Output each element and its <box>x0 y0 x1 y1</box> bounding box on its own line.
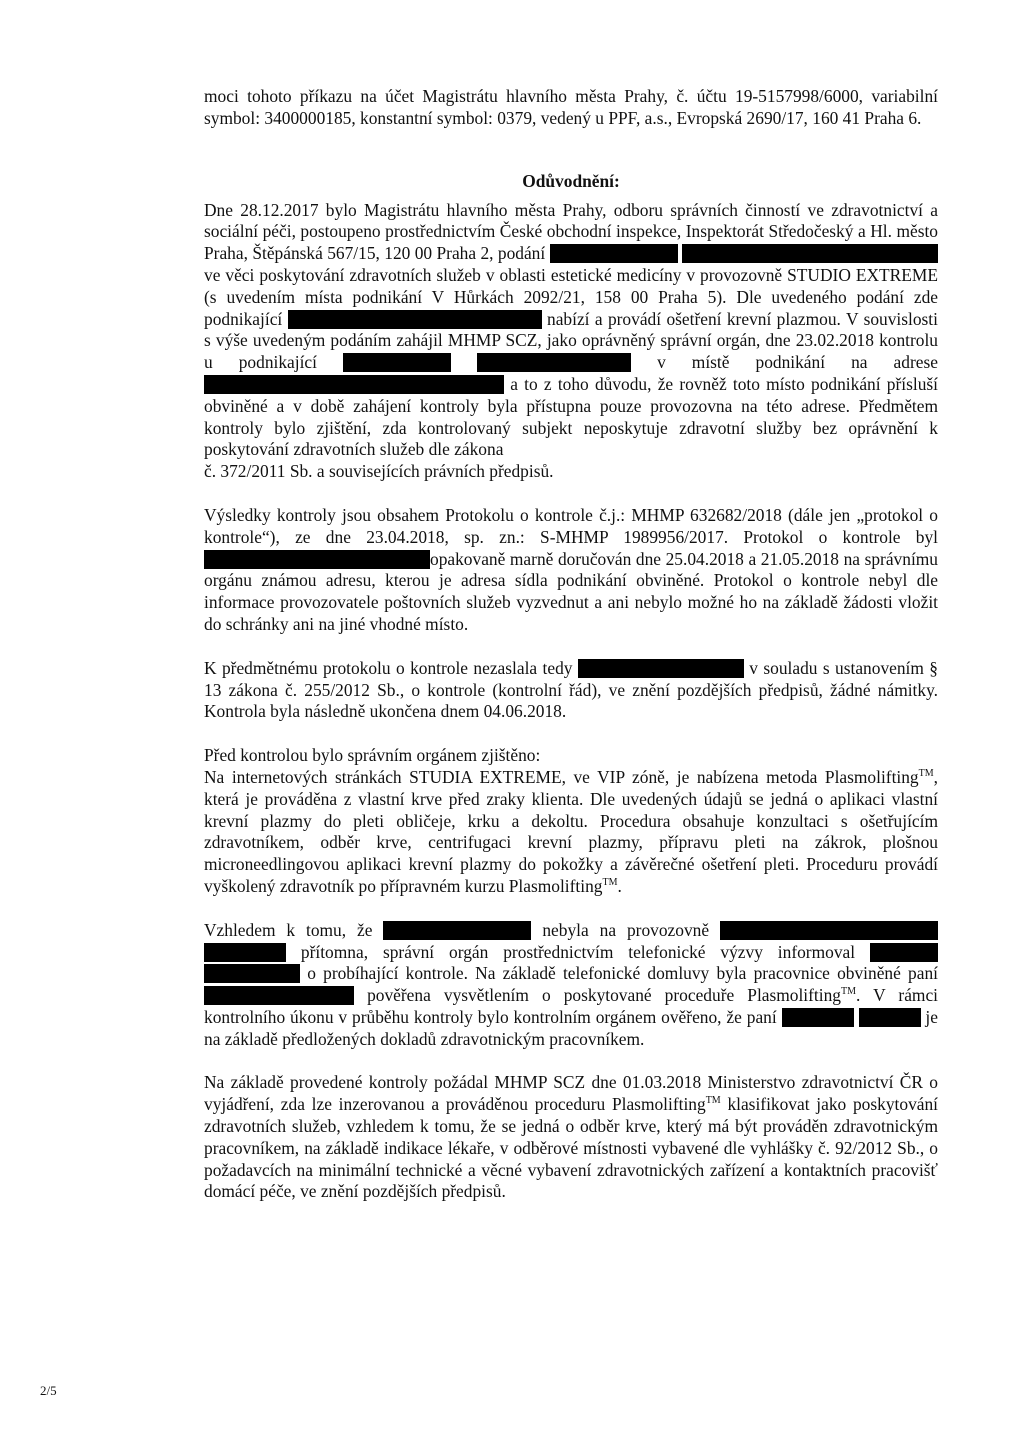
redaction-block <box>477 353 631 372</box>
text-segment: přítomna, správní orgán prostřednictvím telefonické výzvy informoval <box>300 941 856 962</box>
text-segment: Výsledky kontroly jsou obsahem Protokolu o kontrole č.j.: MHMP 632682/2018 (dále jen „protokol o kontrole“), ze dne 23.04.2018, sp. zn.: S-MHMP 1989956/2017. Protokol o kontrole byl <box>204 504 938 547</box>
text-segment: ve věci poskytování zdravotních služeb v oblasti estetické medicíny v provozovně STUDIO EXTREME (s uvedením místa podnikání V Hůrkách 2092/21, 158 00 Praha 5). Dle uvedeného podání zde podnikající <box>204 264 938 329</box>
redaction-block <box>383 921 531 940</box>
paragraph-payment: moci tohoto příkazu na účet Magistrátu hlavního města Prahy, č. účtu 19-5157998/6000, variabilní symbol: 3400000185, konstantní symbol: 0379, vedený u PPF, a.s., Evropská 2690/17, 160 41 Praha 6. <box>204 86 938 128</box>
text-segment: K předmětnému protokolu o kontrole nezaslala tedy <box>204 657 573 678</box>
redaction-block <box>204 986 354 1005</box>
text-segment: nebyla na provozovně <box>542 919 710 940</box>
text-segment: v souladu s ustanovením § 13 zákona č. 255/2012 Sb., o kontrole (kontrolní řád), ve znění pozdějších předpisů, žádné námitky. Kontrola byla následně ukončena dnem 04.06.2018. <box>204 657 938 722</box>
redaction-block <box>204 943 286 962</box>
redaction-block <box>204 964 300 983</box>
paragraph-objections <box>204 658 938 723</box>
trademark-mark: TM <box>918 768 934 780</box>
text-segment: č. 372/2011 Sb. a souvisejících právních předpisů. <box>204 461 554 482</box>
text-segment: opakovaně marně doručován dne 25.04.2018 a 21.05.2018 na správnímu orgánu známou adresu, kterou je adresa sídla podnikání obviněné. Protokol o kontrole nebyl dle informace provozovatele poštovních služeb vyzvednut a ani nebylo možné ho na základě žádosti vložit do schránky ani na jiné vhodné místo. <box>204 548 938 634</box>
text-segment: v místě podnikání na adrese <box>657 352 938 373</box>
text-segment: a to z toho důvodu, že rovněž toto místo podnikání přísluší obviněné a v době zahájení kontroly byla přístupna pouze provozovna na této adrese. Předmětem kontroly bylo zjištění, zda kontrolovaný subjekt neposkytuje zdravotní služby bez oprávnění k poskytování zdravotních služeb dle zákona <box>204 373 938 460</box>
paragraph-initiation <box>204 200 938 483</box>
redaction-block <box>343 353 451 372</box>
text-segment: Na základě provedené kontroly požádal MHMP SCZ dne 01.03.2018 Ministerstvo zdravotnictví ČR o vyjádření, zda lze inzerovanou a prováděnou proceduru Plasmolifting <box>204 1072 938 1115</box>
redaction-block <box>782 1008 854 1027</box>
text-segment: , která je prováděna z vlastní krve před zraky klienta. Dle uvedených údajů se jedná o aplikaci vlastní krevní plazmy do pleti obličeje, krku a dekoltu. Procedura obsahuje konzultaci s ošetřujícím zdravotníkem, odběr krve, centrifugaci krevní plazmy, přípravu pleti na zákrok, plošnou microneedlingovou aplikaci krevní plazmy do pokožky a závěrečné ošetření pleti. Proceduru provádí vyškolený zdravotník po přípravném kurzu Plasmolifting <box>204 766 938 896</box>
text-segment: . <box>617 875 622 896</box>
paragraph-findings <box>204 745 938 898</box>
paragraph-protocol <box>204 505 938 636</box>
section-heading: Odůvodnění: <box>522 170 620 191</box>
redaction-block <box>578 659 744 678</box>
redaction-block <box>859 1008 921 1027</box>
text-segment: Vzhledem k tomu, že <box>204 919 373 940</box>
redaction-block <box>682 244 938 263</box>
text-segment: je na základě předložených dokladů zdravotnickým pracovníkem. <box>204 1006 938 1049</box>
trademark-mark: TM <box>705 1095 721 1107</box>
redaction-block <box>550 244 678 263</box>
trademark-mark: TM <box>841 986 856 998</box>
text-segment: pověřena vysvětlením o poskytované proceduře Plasmolifting <box>367 985 841 1006</box>
trademark-mark: TM <box>602 877 618 889</box>
redaction-block <box>204 375 504 394</box>
text-segment: . V rámci kontrolního úkonu v průběhu kontroly bylo kontrolním orgánem ověřeno, že paní <box>204 985 938 1027</box>
text-segment: nabízí a provádí ošetření krevní plazmou. V souvislosti s výše uvedeným podáním zahájil MHMP SCZ, jako oprávněný správní orgán, dne 23.02.2018 kontrolu u podnikající <box>204 308 938 373</box>
text-segment: klasifikovat jako poskytování zdravotních služeb, vzhledem k tomu, že se jedná o odběr krve, který má být prováděn zdravotnickým pracovníkem, na základě indikace lékaře, v odběrové místnosti vybavené dle vyhlášky č. 92/2012 Sb., o požadavcích na minimální technické a věcné vybavení zdravotnických zařízení a kontaktních pracovišť domácí péče, ve znění pozdějších předpisů. <box>204 1094 939 1202</box>
paragraph-ministry-request <box>204 1072 938 1203</box>
redaction-block <box>204 550 430 569</box>
page-number: 2/5 <box>40 1383 57 1398</box>
text-segment: Na internetových stránkách STUDIA EXTREME, ve VIP zóně, je nabízena metoda Plasmolifting <box>204 766 919 787</box>
text-segment: o probíhající kontrole. Na základě telefonické domluvy byla pracovnice obviněné paní <box>307 963 938 984</box>
document-page <box>204 86 938 1203</box>
text-segment: Před kontrolou bylo správním orgánem zjištěno: <box>204 745 541 766</box>
redaction-block <box>870 943 938 962</box>
redaction-block <box>288 310 542 329</box>
paragraph-presence <box>204 920 938 1051</box>
text-segment: Dne 28.12.2017 bylo Magistrátu hlavního města Prahy, odboru správních činností ve zdravotnictví a sociální péči, postoupeno prostřednictvím České obchodní inspekce, Inspektorát Středočeský a Hl. město Praha, Štěpánská 567/15, 120 00 Praha 2, podání <box>204 199 938 264</box>
redaction-block <box>720 921 938 940</box>
